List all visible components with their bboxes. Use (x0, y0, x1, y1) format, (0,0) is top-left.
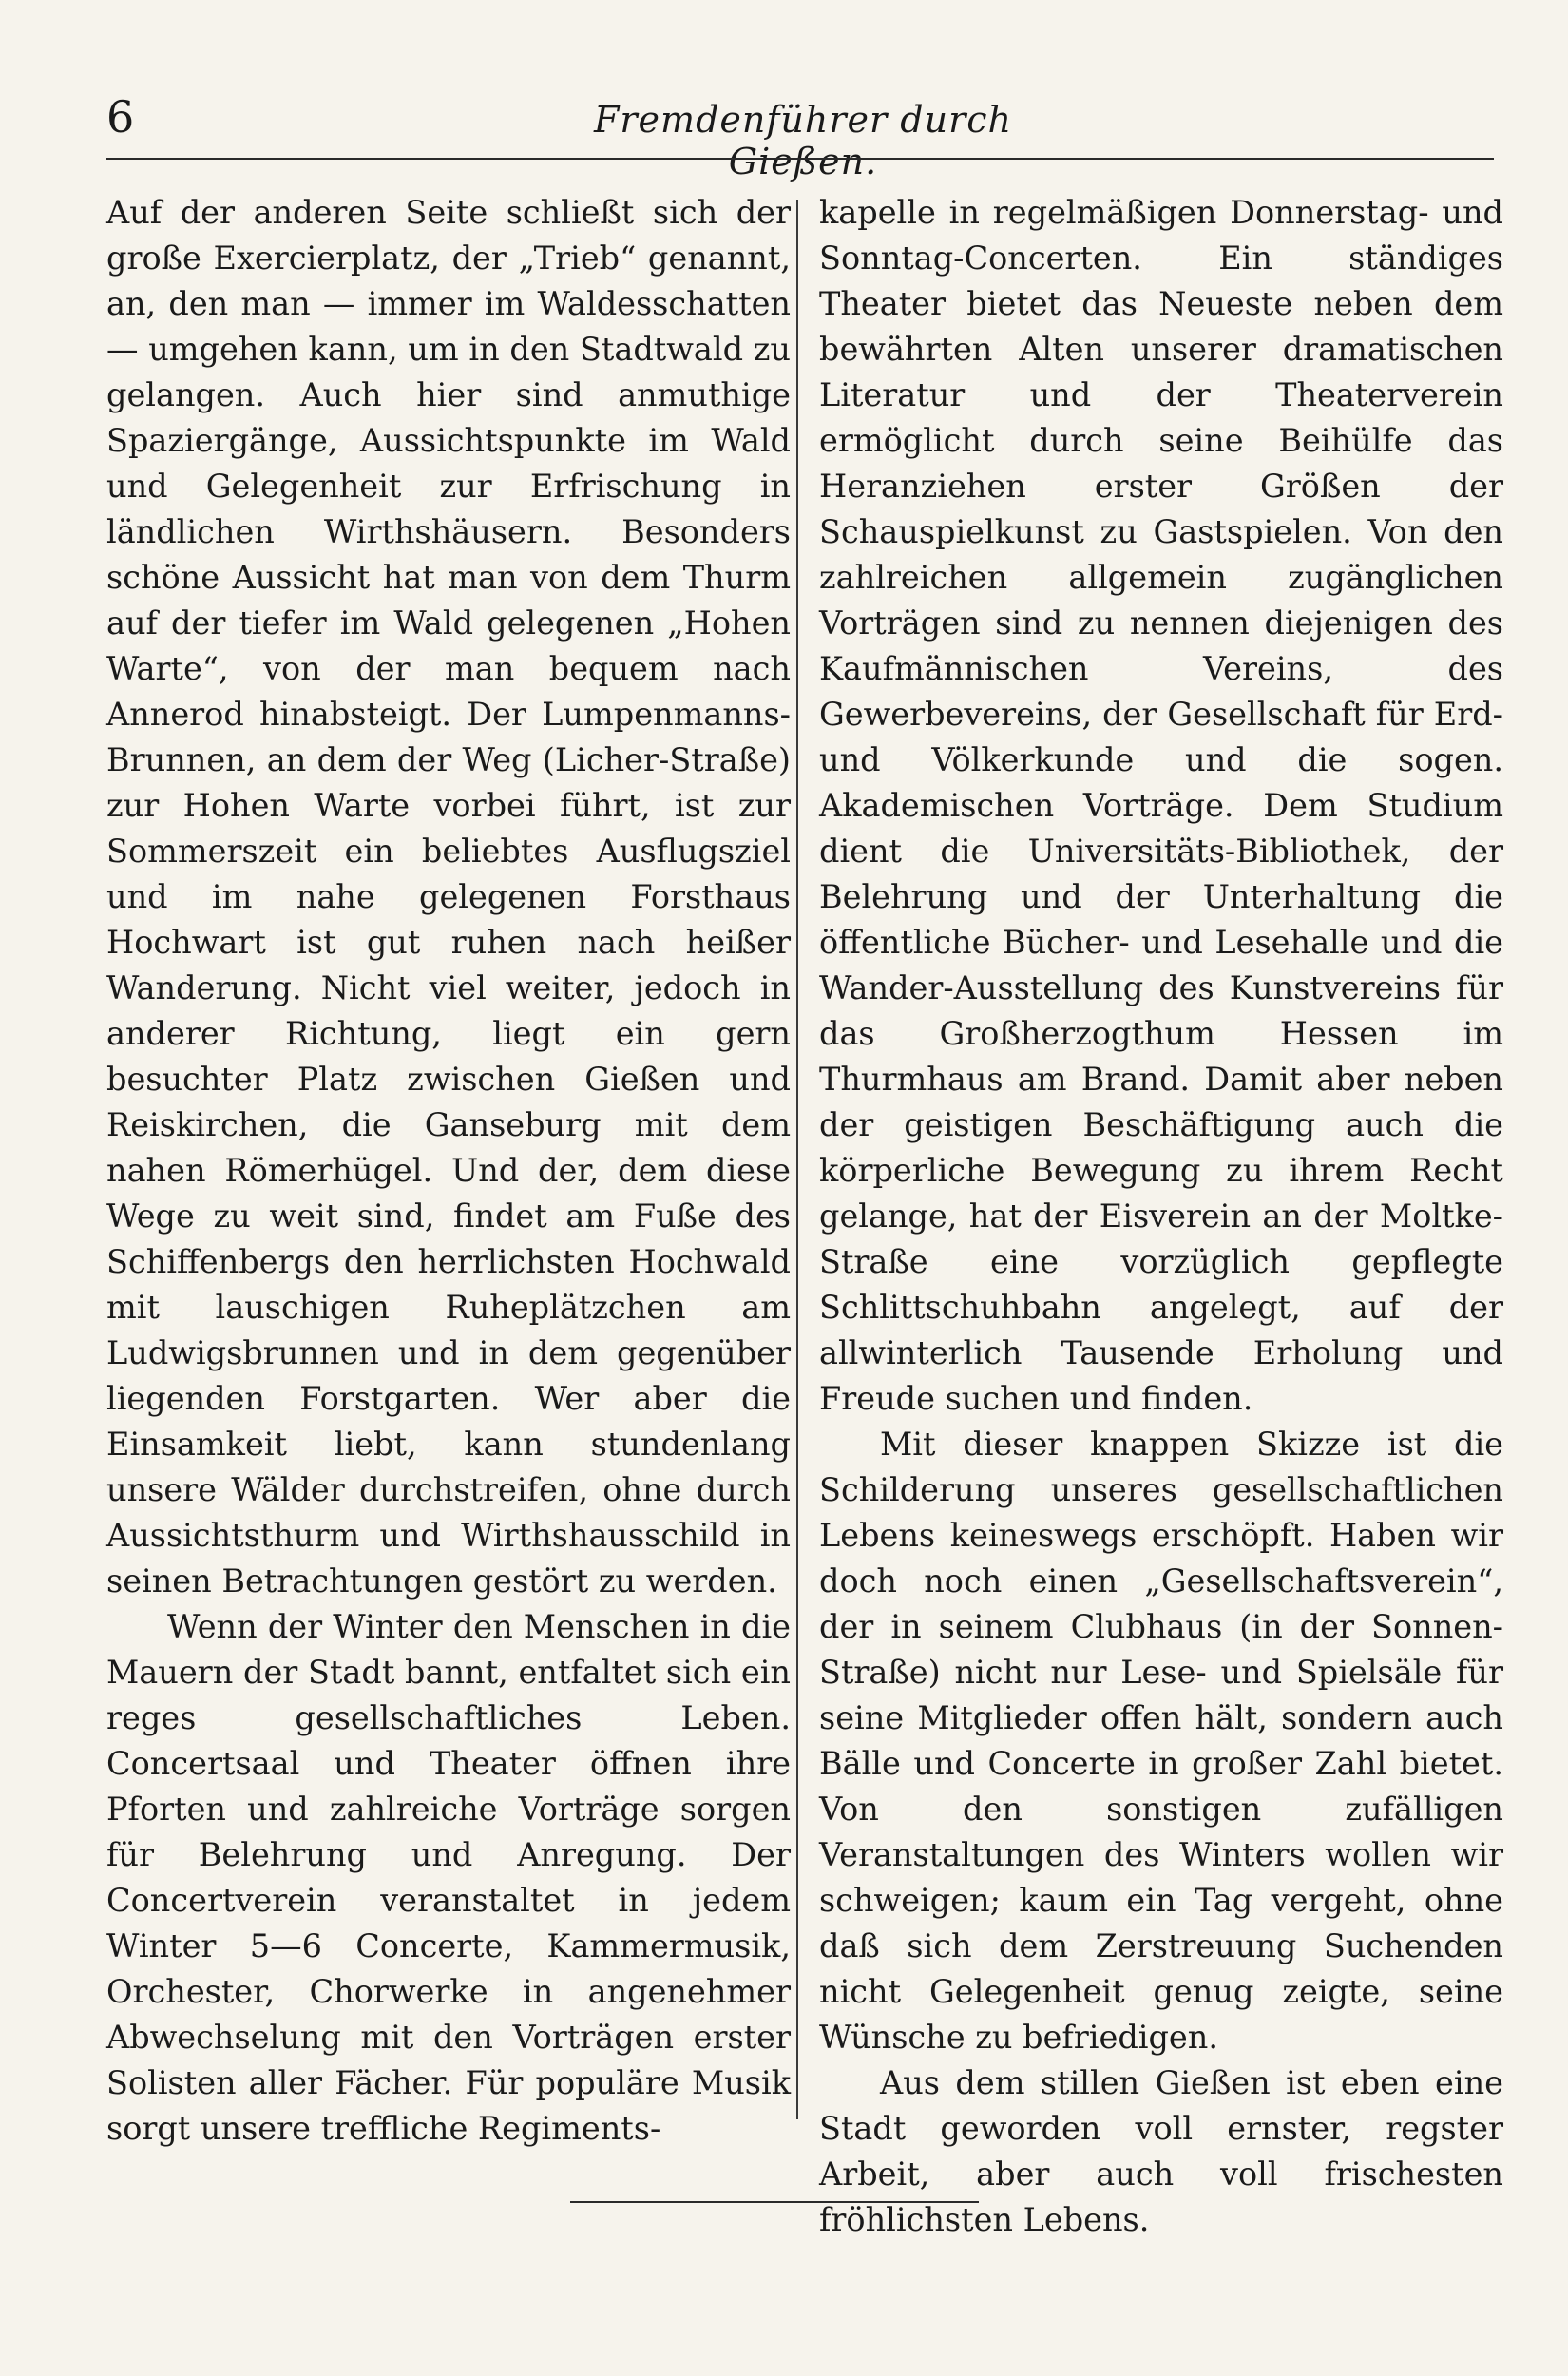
end-rule (570, 2201, 979, 2203)
column-divider (796, 200, 798, 2119)
right-column (819, 190, 1503, 2243)
paragraph: Auf der anderen Seite schließt sich der große Exercierplatz, der „Trieb“ genannt, an, den man — immer im Waldesschatten — umgehen kann, um in den Stadtwald zu gelangen. Auch hier sind anmuthige Spaziergänge, Aussichtspunkte im Wald und Gelegenheit zur Erfrischung in ländlichen Wirthshäusern. Besonders schöne Aussicht hat man von dem Thurm auf der tiefer im Wald gelegenen „Hohen Warte“, von der man bequem nach Annerod hinabsteigt. Der Lumpenmanns-Brunnen, an dem der Weg (Licher-Straße) zur Hohen Warte vorbei führt, ist zur Sommerszeit ein beliebtes Ausflugsziel und im nahe gelegenen Forsthaus Hochwart ist gut ruhen nach heißer Wanderung. Nicht viel weiter, jedoch in anderer Richtung, liegt ein gern besuchter Platz zwischen Gießen und Reiskirchen, die Ganseburg mit dem nahen Römerhügel. Und der, dem diese Wege zu weit sind, findet am Fuße des Schiffenbergs den herrlichsten Hochwald mit lauschigen Ruheplätzchen am Ludwigsbrunnen und in dem gegenüber liegenden Forstgarten. Wer aber die Einsamkeit liebt, kann stundenlang unsere Wälder durchstreifen, ohne durch Aussichtsthurm und Wirthshausschild in seinen Betrachtungen gestört zu werden. (106, 194, 791, 1600)
paragraph: kapelle in regelmäßigen Donnerstag- und Sonntag-Concerten. Ein ständiges Theater bietet das Neueste neben dem bewährten Alten unserer dramatischen Literatur und der Theaterverein ermöglicht durch seine Beihülfe das Heranziehen erster Größen der Schauspielkunst zu Gastspielen. Von den zahlreichen allgemein zugänglichen Vorträgen sind zu nennen diejenigen des Kaufmännischen Vereins, des Gewerbevereins, der Gesellschaft für Erd- und Völkerkunde und die sogen. Akademischen Vorträge. Dem Studium dient die Universitäts-Bibliothek, der Belehrung und der Unterhaltung die öffentliche Bücher- und Lesehalle und die Wander-Ausstellung des Kunstvereins für das Großherzogthum Hessen im Thurmhaus am Brand. Damit aber neben der geistigen Beschäftigung auch die körperliche Bewegung zu ihrem Recht gelange, hat der Eisverein an der Moltke-Straße eine vorzüglich gepflegte Schlittschuhbahn angelegt, auf der allwinterlich Tausende Erholung und Freude suchen und finden. (819, 194, 1503, 1417)
running-title: Fremdenführer durch Gießen. (594, 99, 1012, 182)
paragraph: Wenn der Winter den Menschen in die Mauern der Stadt bannt, entfaltet sich ein reges gesellschaftliches Leben. Concertsaal und Theater öffnen ihre Pforten und zahlreiche Vorträge sorgen für Belehrung und Anregung. Der Concertverein veranstaltet in jedem Winter 5—6 Concerte, Kammermusik, Orchester, Chorwerke in angenehmer Abwechselung mit den Vorträgen erster Solisten aller Fächer. Für populäre Musik sorgt unsere treffliche Regiments- (106, 1608, 791, 2147)
header-rule (106, 158, 1494, 160)
paragraph: Mit dieser knappen Skizze ist die Schilderung unseres gesellschaftlichen Lebens keineswegs erschöpft. Haben wir doch noch einen „Gesellschaftsverein“, der in seinem Clubhaus (in der Sonnen-Straße) nicht nur Lese- und Spielsäle für seine Mitglieder offen hält, sondern auch Bälle und Concerte in großer Zahl bietet. Von den sonstigen zufälligen Veranstaltungen des Winters wollen wir schweigen; kaum ein Tag vergeht, ohne daß sich dem Zerstreuung Suchenden nicht Gelegenheit genug zeigte, seine Wünsche zu befriedigen. (819, 1426, 1503, 2056)
paragraph: Aus dem stillen Gießen ist eben eine Stadt geworden voll ernster, regster Arbeit, aber auch voll frischesten fröhlichsten Lebens. (819, 2064, 1503, 2238)
page-number: 6 (106, 91, 135, 143)
left-column (106, 190, 791, 2152)
